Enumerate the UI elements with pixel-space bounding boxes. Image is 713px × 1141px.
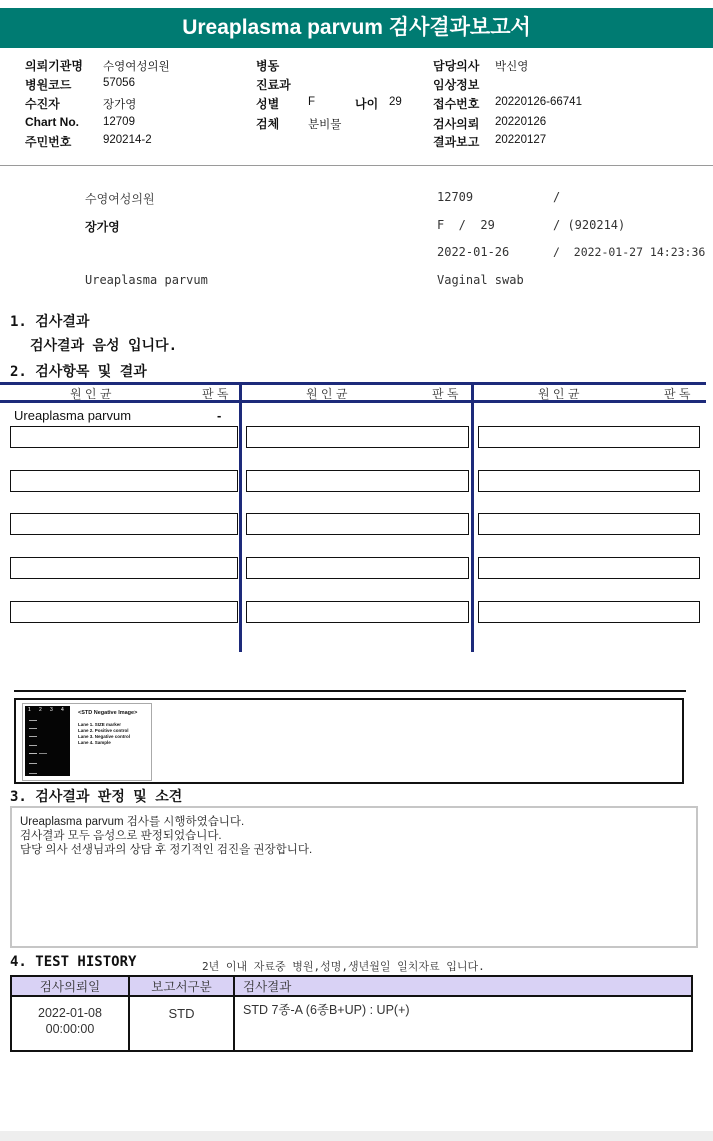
result-box-1-2 [478, 470, 700, 492]
header-label-1-2: 임상정보 [433, 78, 480, 92]
header-value-2-2: 20220126-66741 [495, 96, 582, 108]
gel-image-title: <STD Negative Image> [78, 710, 138, 716]
result-box-3-0 [10, 557, 238, 579]
history-date: 2022-01-08 [38, 1006, 102, 1020]
header-label-2-1: 성별 [256, 97, 280, 111]
header-value-4-2: 20220127 [495, 134, 547, 146]
gel-lane-label: 3 [50, 707, 53, 713]
result-box-0-2 [478, 426, 700, 448]
report-title: Ureaplasma parvum 검사결과보고서 [0, 8, 713, 48]
summary-birth: / (920214) [553, 218, 626, 232]
result-item-name: Ureaplasma parvum [14, 408, 132, 423]
header-label-4-2: 결과보고 [433, 135, 480, 149]
summary-slash: / [553, 190, 561, 204]
header-age-value: 29 [389, 96, 402, 108]
header-label-1-1: 진료과 [256, 78, 291, 92]
header-divider [0, 165, 713, 166]
opinion-line: 검사결과 모두 음성으로 판정되었습니다. [20, 830, 222, 842]
col-header-pathogen-2: 원 인 균 [306, 387, 348, 401]
result-box-4-2 [478, 601, 700, 623]
header-label-1-0: 병원코드 [25, 78, 72, 92]
history-date-cell [11, 996, 129, 1051]
section2-title: 2. 검사항목 및 결과 [10, 364, 147, 380]
history-time: 00:00:00 [45, 1022, 95, 1036]
header-label-2-2: 접수번호 [433, 97, 480, 111]
opinion-line: 담당 의사 선생님과의 상담 후 정기적인 검진을 권장합니다. [20, 844, 313, 856]
result-box-2-1 [246, 513, 469, 535]
summary-test-name: Ureaplasma parvum [85, 273, 208, 287]
gel-legend-item: Lane 2. Positive control [78, 728, 129, 733]
col-header-judgement-3: 판 독 [664, 387, 691, 401]
result-box-0-1 [246, 426, 469, 448]
section4-title: 4. TEST HISTORY [10, 954, 137, 970]
summary-request-date: 2022-01-26 [437, 245, 510, 259]
page-footer-band [0, 1131, 713, 1141]
summary-report-datetime: / 2022-01-27 14:23:36 [553, 245, 706, 259]
section1-result: 검사결과 음성 입니다. [30, 338, 178, 354]
gel-lane-label: 1 [28, 707, 31, 713]
gel-lane-label: 4 [61, 707, 64, 713]
history-header-0: 검사의뢰일 [11, 976, 129, 996]
header-label-3-2: 검사의뢰 [433, 117, 480, 131]
header-label-4-0: 주민번호 [25, 135, 72, 149]
result-box-3-1 [246, 557, 469, 579]
header-value-3-2: 20220126 [495, 116, 547, 128]
header-age-label: 나이 [355, 97, 379, 111]
section1-title: 1. 검사결과 [10, 314, 90, 330]
history-row [11, 996, 692, 1051]
result-box-2-0 [10, 513, 238, 535]
header-value-0-0: 수영여성의원 [103, 61, 170, 73]
result-box-2-2 [478, 513, 700, 535]
header-value-2-0: 장가영 [103, 99, 137, 111]
header-info [0, 50, 713, 165]
header-label-0-1: 병동 [256, 59, 280, 73]
header-value-0-2: 박신영 [495, 61, 529, 73]
gel-legend-item: Lane 3. Negative control [78, 734, 131, 739]
col-header-judgement-2: 판 독 [432, 387, 459, 401]
gel-legend-item: Lane 1. SIZE marker [78, 722, 122, 727]
col-header-pathogen-3: 원 인 균 [538, 387, 580, 401]
header-value-4-0: 920214-2 [103, 134, 152, 146]
summary-chart-no: 12709 [437, 190, 474, 204]
result-box-1-0 [10, 470, 238, 492]
history-header-2: 검사결과 [234, 976, 692, 996]
col-header-judgement-1: 판 독 [202, 387, 229, 401]
gel-legend [78, 722, 130, 746]
header-value-3-0: 12709 [103, 116, 135, 128]
header-value-1-0: 57056 [103, 77, 135, 89]
section3-title: 3. 검사결과 판정 및 소견 [10, 789, 183, 805]
gel-legend-item: Lane 4. Sample [78, 740, 111, 745]
gel-lanes [25, 706, 70, 776]
opinion-line: Ureaplasma parvum 검사를 시행하였습니다. [20, 816, 245, 828]
results-grid [0, 380, 713, 655]
summary-clinic: 수영여성의원 [85, 192, 155, 206]
result-item-judgement: - [217, 408, 222, 423]
result-box-4-1 [246, 601, 469, 623]
history-result: STD 7종-A (6종B+UP) : UP(+) [234, 996, 692, 1051]
opinion-box [10, 806, 698, 948]
gel-top-rule [14, 690, 686, 692]
header-label-3-0: Chart No. [25, 115, 79, 129]
result-box-1-1 [246, 470, 469, 492]
summary-sex-age: F / 29 [437, 218, 495, 232]
summary-patient-name: 장가영 [85, 220, 120, 234]
header-label-0-2: 담당의사 [433, 59, 480, 73]
gel-image [22, 703, 152, 781]
gel-lane-label: 2 [39, 707, 42, 713]
summary-specimen: Vaginal swab [437, 273, 524, 287]
result-box-3-2 [478, 557, 700, 579]
history-type: STD [129, 996, 234, 1051]
history-header-1: 보고서구분 [129, 976, 234, 996]
header-label-0-0: 의뢰기관명 [25, 59, 83, 73]
history-table [10, 975, 693, 1052]
header-value-2-1: F [308, 96, 316, 108]
header-label-3-1: 검체 [256, 117, 280, 131]
history-note: 2년 이내 자료중 병원,성명,생년월일 일치자료 입니다. [202, 960, 485, 973]
result-box-4-0 [10, 601, 238, 623]
header-value-3-1: 분비물 [308, 119, 342, 131]
header-label-2-0: 수진자 [25, 97, 60, 111]
result-box-0-0 [10, 426, 238, 448]
col-header-pathogen-1: 원 인 균 [70, 387, 112, 401]
